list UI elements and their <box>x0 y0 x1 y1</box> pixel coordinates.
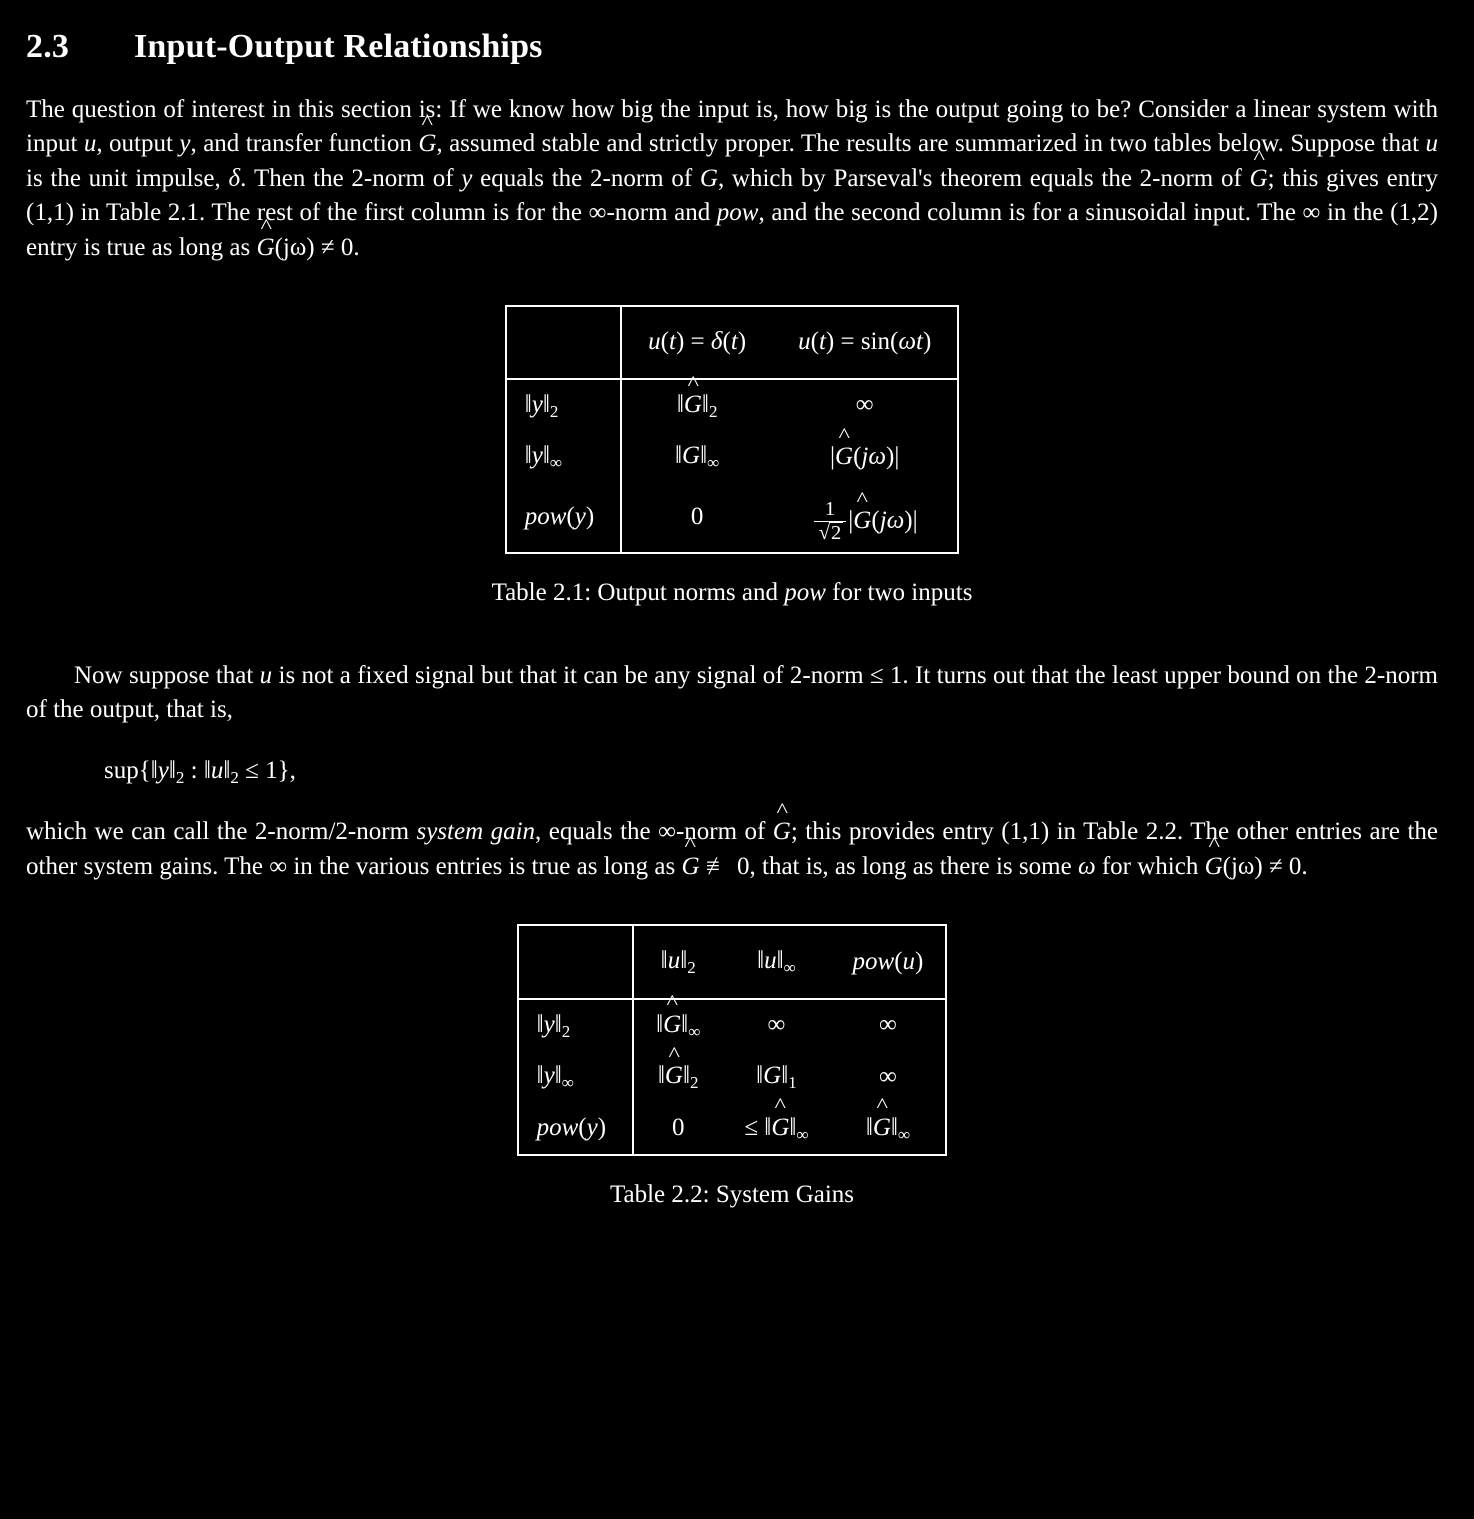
text-run: The question of interest in this section is: If we know how big the input is, how big is the output going to be? Consider a linear system with input <box>26 95 1438 158</box>
math-u: u <box>1425 130 1438 158</box>
text-run: ; this provides entry (1,1) in Table 2.2. The other entries are the other system gains. The <box>26 818 1438 880</box>
cell-1-2: ∞ <box>767 1011 786 1039</box>
text-run: (jω) ≠ 0. <box>274 233 360 261</box>
column-header-impulse: u(t) = δ(t) <box>648 328 747 356</box>
table-row <box>518 925 947 999</box>
paragraph-intro <box>26 93 1438 266</box>
table-corner-cell <box>506 306 621 379</box>
math-G: G <box>699 164 718 192</box>
cell-2-3: ∞ <box>879 1062 897 1090</box>
text-run: , which by Parseval's theorem equals the 2-norm of <box>717 164 1250 192</box>
math-u: u <box>259 661 273 689</box>
infinity-symbol: ∞ <box>1302 199 1321 227</box>
text-run: which we can call the 2-norm/2-norm <box>26 818 417 846</box>
table-2-2 <box>517 924 948 1156</box>
text-run: , output <box>96 130 180 158</box>
text-run: is not a fixed signal but that it can be any signal of 2-norm ≤ 1. It turns out that the least upper bound on the 2-norm of the output, that is, <box>26 661 1438 724</box>
row-header-pow-y: pow(y) <box>506 483 621 553</box>
table-row <box>518 999 947 1052</box>
math-G-hat: ^ G <box>773 815 791 850</box>
math-G-hat: ^ G <box>418 127 436 162</box>
math-omega: ω <box>1077 852 1096 880</box>
cell-1-1: ‖^ $G‖_2$ <box>621 379 772 432</box>
row-header-y-infnorm: $‖y‖_\infty$ <box>518 1051 633 1103</box>
text-run: , and transfer function <box>190 130 419 158</box>
section-number: 2.3 <box>26 28 70 65</box>
text-run: ; this gives entry (1,1) in Table 2.1. The rest of the first column is for the <box>26 164 1438 227</box>
row-header-pow-y: pow(y) <box>518 1103 633 1156</box>
infinity-symbol: ∞ <box>658 818 676 846</box>
column-header-u-2norm: $‖u‖_2$ <box>660 947 696 978</box>
row-header-y-2norm: $‖y‖_2$ <box>506 379 621 432</box>
table-2-2-wrapper <box>26 924 1438 1213</box>
cell-3-1: 0 <box>690 503 704 531</box>
caption-emphasis: pow <box>784 579 826 607</box>
table-row <box>506 431 959 483</box>
text-run: , equals the <box>535 818 659 846</box>
text-run: in the (1,2) entry is true as long as <box>26 199 1438 261</box>
cell-2-1: $‖G‖_\infty$ <box>675 442 720 473</box>
vertical-spacer <box>26 611 1438 659</box>
table-2-1-wrapper <box>26 305 1438 610</box>
text-run: for which <box>1095 852 1205 880</box>
table-2-2-caption: Table 2.2: System Gains <box>609 1181 855 1209</box>
text-run: equals the 2-norm of <box>472 164 700 192</box>
math-G-hat: ^ G <box>681 850 699 885</box>
math-u: u <box>83 130 97 158</box>
table-row <box>506 306 959 379</box>
text-run: , and the second column is for a sinusoidal input. The <box>758 199 1303 227</box>
cell-1-2: ∞ <box>855 391 874 419</box>
caption-suffix: for two inputs <box>825 579 973 607</box>
cell-3-2: ≤ ‖^ $G‖_\infty$ <box>722 1103 830 1156</box>
math-G-hat: ^ G <box>1250 162 1268 197</box>
text-run: in the various entries is true as long as <box>287 852 682 880</box>
infinity-symbol: ∞ <box>269 852 288 880</box>
text-run: -norm of <box>675 818 773 846</box>
row-header-y-infnorm: $‖y‖_\infty$ <box>506 431 621 483</box>
equation-sup: $sup\{‖y‖_2$ : $‖u‖_2 \le 1$}, <box>104 756 296 787</box>
paragraph-system-gain-explain <box>26 815 1438 884</box>
section-title: Input-Output Relationships <box>134 28 543 65</box>
caption-prefix: Table 2.1: Output norms and <box>491 579 785 607</box>
column-header-sinusoid: u(t) = sin(ωt) <box>798 328 932 356</box>
text-run: , assumed stable and strictly proper. The results are summarized in two tables below. Suppose that <box>436 130 1426 158</box>
table-row <box>506 379 959 432</box>
table-2-1 <box>505 305 960 554</box>
text-run: is the unit impulse, <box>26 164 229 192</box>
text-run: (jω) ≠ 0. <box>1222 852 1308 880</box>
math-G-hat: ^ G <box>257 231 275 266</box>
text-run: Now suppose that <box>74 661 260 689</box>
row-header-y-2norm: $‖y‖_2$ <box>518 999 633 1052</box>
cell-1-3: ∞ <box>879 1011 897 1039</box>
math-delta: δ <box>228 164 241 192</box>
math-G-hat: ^ G <box>1205 850 1223 885</box>
table-corner-cell <box>518 925 633 999</box>
cell-3-2: 1 √ 2 | ^ G ( jω )| <box>772 483 958 553</box>
table-2-1-caption <box>492 576 973 611</box>
text-run: . Then the 2-norm of <box>240 164 462 192</box>
cell-2-1: ‖^ $G‖_2$ <box>633 1051 722 1103</box>
column-header-pow-u: pow(u) <box>852 947 924 975</box>
infinity-symbol: ∞ <box>588 199 607 227</box>
table-row <box>518 1103 947 1156</box>
math-pow: pow <box>716 199 759 227</box>
page-title <box>26 24 1438 71</box>
cell-2-2: $‖G‖_1$ <box>756 1062 797 1093</box>
emphasis-system-gain: system gain <box>416 818 536 846</box>
cell-3-3: ‖^ $G‖_\infty$ <box>831 1103 947 1156</box>
text-run: -norm and <box>606 199 717 227</box>
paragraph-system-gain-intro <box>26 659 1438 728</box>
cell-3-1: 0 <box>671 1114 685 1142</box>
cell-2-2: |^ G(jω)| <box>772 431 958 483</box>
math-y: y <box>179 130 191 158</box>
column-header-u-infnorm: $‖u‖_\infty$ <box>757 947 796 978</box>
text-run: ≢ 0, that is, as long as there is some <box>699 852 1078 880</box>
math-y: y <box>461 164 473 192</box>
cell-1-1: ‖^ $G‖_\infty$ <box>633 999 722 1052</box>
table-row <box>506 483 959 553</box>
